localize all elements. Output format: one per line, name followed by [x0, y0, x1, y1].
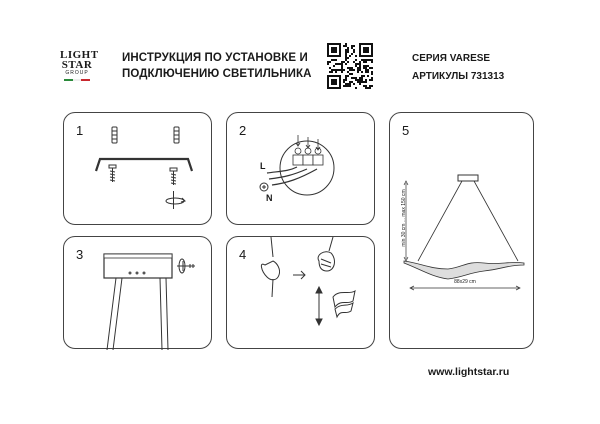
hand-icon [318, 237, 334, 271]
step-1-panel [63, 112, 212, 225]
step-2-panel [226, 112, 375, 225]
hand-icon [261, 237, 279, 297]
series-label: СЕРИЯ VARESE [412, 53, 491, 64]
canopy-fixing-diagram [64, 237, 213, 350]
terminal-block [293, 135, 323, 165]
page-title [122, 50, 322, 82]
up-down-arrow-icon [316, 287, 322, 325]
step-5-panel [389, 112, 534, 349]
logo-line2: STAR [61, 59, 93, 71]
brand-logo [60, 49, 99, 81]
wall-anchor-icon [112, 127, 179, 143]
height-dimension-label: min 30 cm ... max 150 cm [401, 189, 407, 247]
title-line1: ИНСТРУКЦИЯ ПО УСТАНОВКЕ И [122, 52, 308, 64]
logo-sub: GROUP [65, 70, 89, 76]
step-number: 3 [76, 247, 84, 262]
logo-line1: LIGHT [60, 49, 99, 61]
width-dimension-label: 88x29 cm [454, 279, 476, 285]
ceiling-canopy [458, 175, 478, 181]
article-label: АРТИКУЛЫ 731313 [412, 71, 505, 82]
step-number: 5 [402, 123, 410, 138]
mounting-bracket-diagram [64, 113, 213, 226]
height-adjust-diagram [227, 237, 376, 350]
screw-icon [109, 165, 177, 185]
lamp-piece [333, 291, 355, 317]
product-info [412, 50, 552, 86]
step-3-panel [63, 236, 212, 349]
neutral-wire-label: N [266, 193, 273, 203]
title-line2: ПОДКЛЮЧЕНИЮ СВЕТИЛЬНИКА [122, 68, 312, 80]
arrow-right-icon [293, 271, 305, 279]
website-link[interactable]: www.lightstar.ru [428, 366, 510, 378]
set-screw-icon [177, 259, 195, 273]
wiring-diagram [227, 113, 376, 226]
lamp-body [404, 261, 524, 279]
step-number: 4 [239, 247, 247, 262]
product-dimensions-diagram [390, 113, 535, 350]
step-4-panel [226, 236, 375, 349]
step-number: 1 [76, 123, 84, 138]
step-number: 2 [239, 123, 247, 138]
italy-flag-icon [64, 79, 90, 81]
ground-icon [260, 183, 268, 191]
qr-code [327, 43, 373, 89]
live-wire-label: L [260, 161, 266, 171]
rotate-arrow-icon [166, 191, 185, 209]
